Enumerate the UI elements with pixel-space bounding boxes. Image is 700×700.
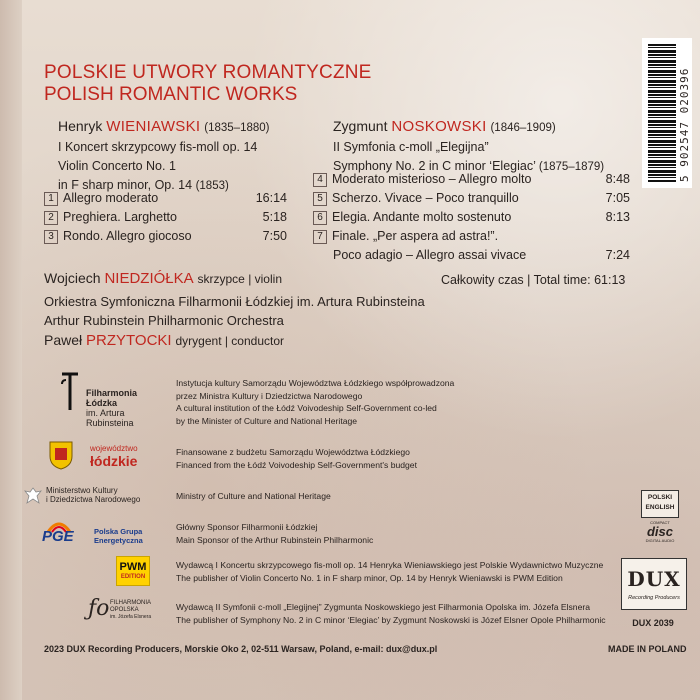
composer-years: (1846–1909) — [490, 122, 556, 134]
composer-first-name: Henryk — [58, 118, 103, 134]
conductor — [44, 332, 284, 349]
spine-edge — [0, 0, 22, 700]
dux-subtitle: Recording Producers — [628, 595, 680, 601]
sponsor-text-1 — [176, 377, 454, 427]
logo-line: Filharmonia — [86, 388, 138, 398]
sponsor-line: The publisher of Violin Concerto No. 1 in F sharp minor, Op. 14 by Henryk Wieniawski is PWM Edition — [176, 572, 563, 583]
logo-line: PWM — [119, 561, 147, 573]
barcode — [642, 38, 692, 188]
composer-surname: WIENIAWSKI — [106, 118, 201, 135]
track-time: 7:24 — [605, 248, 630, 262]
sponsor-line: Financed from the Łódź Voivodeship Self-Government's budget — [176, 459, 417, 470]
performer-role: skrzypce | violin — [197, 272, 282, 286]
work-title-pl: I Koncert skrzypcowy fis-moll op. 14 — [58, 140, 258, 154]
track-time: 8:48 — [605, 172, 630, 186]
sponsor-text-3 — [176, 490, 331, 503]
work-title-en-2: in F sharp minor, Op. 14 — [58, 178, 193, 192]
compact-disc-logo — [644, 520, 676, 546]
track-3 — [44, 229, 192, 244]
title-polish: POLSKIE UTWORY ROMANTYCZNE — [44, 62, 372, 83]
composer-years: (1835–1880) — [204, 122, 270, 134]
logo-line: i Dziedzictwa Narodowego — [46, 495, 141, 504]
total-time-label: Całkowity czas | Total time: — [441, 273, 591, 287]
coat-of-arms-icon — [48, 440, 74, 470]
catalog-number: DUX 2039 — [632, 618, 674, 628]
cd-line: COMPACT — [650, 520, 670, 525]
track-title: Scherzo. Vivace – Poco tranquillo — [332, 191, 519, 205]
logo-line: województwo — [90, 444, 138, 453]
logo-line: im. Artura — [86, 408, 125, 418]
fo-monogram-icon: ƒo — [88, 596, 110, 621]
sponsor-line: The publisher of Symphony No. 2 in C minor ‘Elegiac’ by Zygmunt Noskowski is Józef Elsner Opole Philharmonic — [176, 614, 606, 625]
track-time: 7:50 — [262, 229, 287, 243]
track-number: 3 — [44, 230, 58, 244]
sponsor-text-6 — [176, 601, 606, 626]
work-title-en: Symphony No. 2 in C minor ‘Elegiac’ — [333, 159, 536, 173]
pge-logo — [38, 518, 163, 548]
track-number: 7 — [313, 230, 327, 244]
track-title: Finale. „Per aspera ad astra!”. — [332, 229, 499, 243]
sponsor-line: Ministry of Culture and National Heritage — [176, 491, 331, 501]
lodzkie-logo — [48, 440, 158, 470]
sponsor-line: Finansowane z budżetu Samorządu Województwa Łódzkiego — [176, 447, 410, 457]
performer-first-name: Wojciech — [44, 270, 101, 286]
filharmonia-opolska-logo — [88, 596, 168, 624]
work-title-pl: II Symfonia c-moll „Elegijna” — [333, 140, 489, 154]
sponsor-line: Wydawcą I Koncertu skrzypcowego fis-moll op. 14 Henryka Wieniawskiego jest Polskie Wydawnictwo Muzyczne — [176, 560, 604, 570]
sponsor-text-2 — [176, 446, 417, 471]
work-year: (1875–1879) — [538, 161, 605, 173]
cd-line: disc — [646, 524, 673, 539]
barcode-digits: 5 902547 020396 — [678, 67, 691, 182]
work-title-en: Violin Concerto No. 1 — [58, 159, 176, 173]
track-number: 6 — [313, 211, 327, 225]
track-number: 5 — [313, 192, 327, 206]
sponsor-line: Main Sponsor of the Arthur Rubinstein Philharmonic — [176, 534, 374, 545]
composer-first-name: Zygmunt — [333, 118, 388, 134]
ministry-logo — [22, 484, 162, 508]
filharmonia-lodzka-logo — [58, 372, 158, 432]
track-number: 4 — [313, 173, 327, 187]
track-7-subtitle: Poco adagio – Allegro assai vivace — [333, 248, 527, 262]
wieniawski-block — [58, 117, 270, 196]
logo-line: EDITION — [120, 574, 146, 580]
track-title: Rondo. Allegro giocoso — [63, 229, 192, 243]
track-number: 1 — [44, 192, 58, 206]
logo-line: FILHARMONIA — [110, 600, 152, 606]
track-time: 5:18 — [262, 210, 287, 224]
made-in: MADE IN POLAND — [608, 644, 687, 654]
sponsor-line: by the Minister of Culture and National Heritage — [176, 415, 358, 426]
total-time — [441, 273, 625, 287]
logo-line: Polska Grupa — [94, 527, 143, 536]
sponsor-line: przez Ministra Kultury i Dziedzictwa Narodowego — [176, 390, 363, 401]
sponsor-text-4 — [176, 521, 373, 546]
violinist — [44, 270, 282, 287]
track-5 — [313, 191, 519, 206]
track-title: Allegro moderato — [63, 191, 159, 205]
logo-line: im. Józefa Elsnera — [110, 614, 152, 620]
track-1 — [44, 191, 158, 206]
eagle-icon — [24, 486, 42, 506]
orchestra-name-en: Arthur Rubinstein Philharmonic Orchestra — [44, 313, 284, 328]
cd-line: DIGITAL AUDIO — [645, 538, 675, 543]
performer-first-name: Paweł — [44, 332, 83, 348]
logo-line: PGE — [42, 528, 74, 545]
logo-line: Energetyczna — [94, 535, 143, 545]
sponsor-text-5 — [176, 559, 603, 584]
track-number: 2 — [44, 211, 58, 225]
filharmonia-mark-icon — [58, 372, 82, 412]
dux-logo — [621, 558, 687, 610]
track-time: 7:05 — [605, 191, 630, 205]
track-2 — [44, 210, 177, 225]
performer-surname: NIEDZIÓŁKA — [104, 270, 194, 287]
total-time-value: 61:13 — [594, 273, 626, 287]
track-6 — [313, 210, 511, 225]
language-pl: POLSKI — [647, 494, 673, 501]
composer-surname: NOSKOWSKI — [391, 118, 487, 135]
track-7 — [313, 229, 498, 244]
language-badge — [641, 490, 679, 518]
barcode-bars — [648, 44, 676, 182]
dux-wordmark: DUX — [627, 567, 681, 591]
track-time: 8:13 — [605, 210, 630, 224]
sponsor-line: A cultural institution of the Łódź Voivodeship Self-Government co-led — [176, 403, 437, 413]
sponsor-line: Instytucja kultury Samorządu Województwa Łódzkiego współprowadzona — [176, 378, 455, 388]
logo-line: OPOLSKA — [110, 607, 139, 613]
logo-line: Łódzka — [86, 398, 118, 408]
track-title: Moderato misterioso – Allegro molto — [332, 172, 532, 186]
title-english: POLISH ROMANTIC WORKS — [44, 84, 298, 105]
logo-line: Ministerstwo Kultury — [46, 486, 118, 495]
logo-line: Rubinsteina — [86, 418, 134, 428]
logo-line: łódzkie — [90, 453, 138, 469]
noskowski-block — [333, 117, 604, 177]
performer-surname: PRZYTOCKI — [86, 332, 172, 349]
sponsor-line: Główny Sponsor Filharmonii Łódzkiej — [176, 522, 318, 532]
pwm-logo — [116, 556, 150, 586]
work-year: (1853) — [195, 180, 229, 192]
sponsor-line: Wydawcą II Symfonii c-moll „Elegijnej” Zygmunta Noskowskiego jest Filharmonia Opolska im. Józefa Elsnera — [176, 602, 591, 612]
track-title: Preghiera. Larghetto — [63, 210, 177, 224]
orchestra-name-pl: Orkiestra Symfoniczna Filharmonii Łódzkiej im. Artura Rubinsteina — [44, 294, 425, 309]
language-en: ENGLISH — [645, 504, 675, 511]
track-time: 16:14 — [255, 191, 287, 205]
track-4 — [313, 172, 531, 187]
track-title: Elegia. Andante molto sostenuto — [332, 210, 512, 224]
footer-address: 2023 DUX Recording Producers, Morskie Oko 2, 02-511 Warsaw, Poland, e-mail: dux@dux.pl — [44, 644, 438, 654]
performer-role: dyrygent | conductor — [175, 334, 285, 348]
